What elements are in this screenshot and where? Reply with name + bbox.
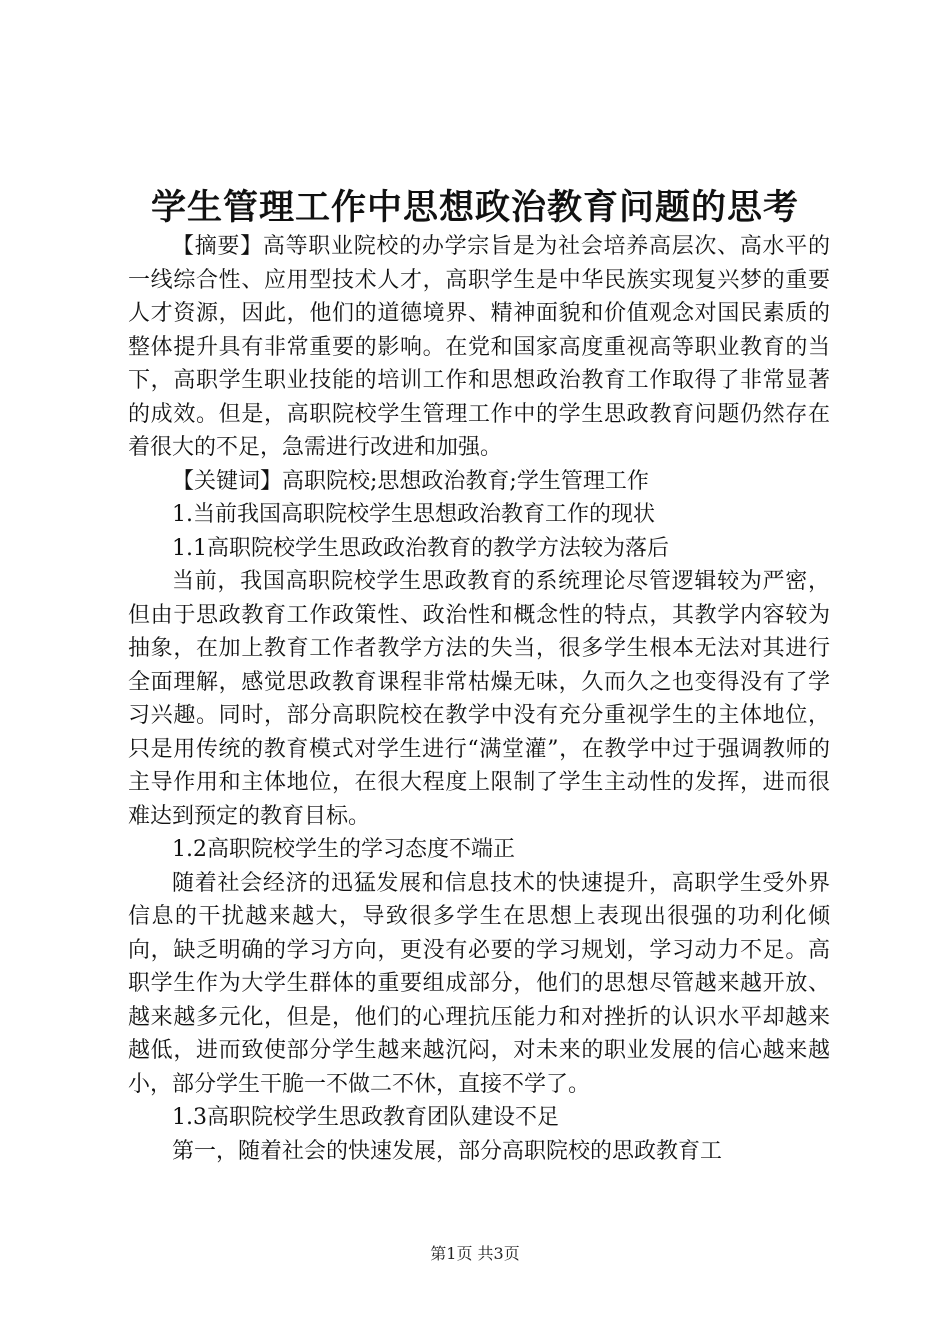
document-body bbox=[128, 230, 830, 1168]
document-title: 学生管理工作中思想政治教育问题的思考 bbox=[150, 188, 799, 228]
subsection-heading: 1.1高职院校学生思政政治教育的教学方法较为落后 bbox=[172, 535, 669, 561]
body-paragraph: 第一，随着社会的快速发展，部分高职院校的思政教育工 bbox=[172, 1138, 723, 1164]
subsection-heading: 1.2高职院校学生的学习态度不端正 bbox=[172, 837, 515, 862]
body-paragraph: 随着社会经济的迅猛发展和信息技术的快速提升，高职学生受外界信息的干扰越来越大，导致很多学生在思想上表现出很强的功利化倾向，缺乏明确的学习方向，更没有必要的学习规划，学习动力不足。高职学生作为大学生群体的重要组成部分，他们的思想尽管越来越开放、越来越多元化，但是，他们的心理抗压能力和对挫折的认识水平却越来越低，进而致使部分学生越来越沉闷，对未来的职业发展的信心越来越小，部分学生干脆一不做二不休，直接不学了。 bbox=[128, 870, 830, 1097]
page-number-footer: 第1页 共3页 bbox=[430, 1244, 520, 1263]
abstract-paragraph: 【摘要】高等职业院校的办学宗旨是为社会培养高层次、高水平的一线综合性、应用型技术人才，高职学生是中华民族实现复兴梦的重要人才资源，因此，他们的道德境界、精神面貌和价值观念对国民素质的整体提升具有非常重要的影响。在党和国家高度重视高等职业教育的当下，高职学生职业技能的培训工作和思想政治教育工作取得了非常显著的成效。但是，高职院校学生管理工作中的学生思政教育问题仍然存在着很大的不足，急需进行改进和加强。 bbox=[128, 234, 830, 460]
keywords-paragraph: 【关键词】高职院校;思想政治教育;学生管理工作 bbox=[172, 468, 649, 494]
subsection-heading: 1.3高职院校学生思政教育团队建设不足 bbox=[172, 1105, 559, 1130]
section-heading: 1.当前我国高职院校学生思想政治教育工作的现状 bbox=[172, 502, 655, 527]
body-paragraph: 当前，我国高职院校学生思政教育的系统理论尽管逻辑较为严密，但由于思政教育工作政策性、政治性和概念性的特点，其教学内容较为抽象，在加上教育工作者教学方法的失当，很多学生根本无法对其进行全面理解，感觉思政教育课程非常枯燥无味，久而久之也变得没有了学习兴趣。同时，部分高职院校在教学中没有充分重视学生的主体地位，只是用传统的教育模式对学生进行“满堂灌”，在教学中过于强调教师的主导作用和主体地位，在很大程度上限制了学生主动性的发挥，进而很难达到预定的教育目标。 bbox=[128, 569, 830, 829]
